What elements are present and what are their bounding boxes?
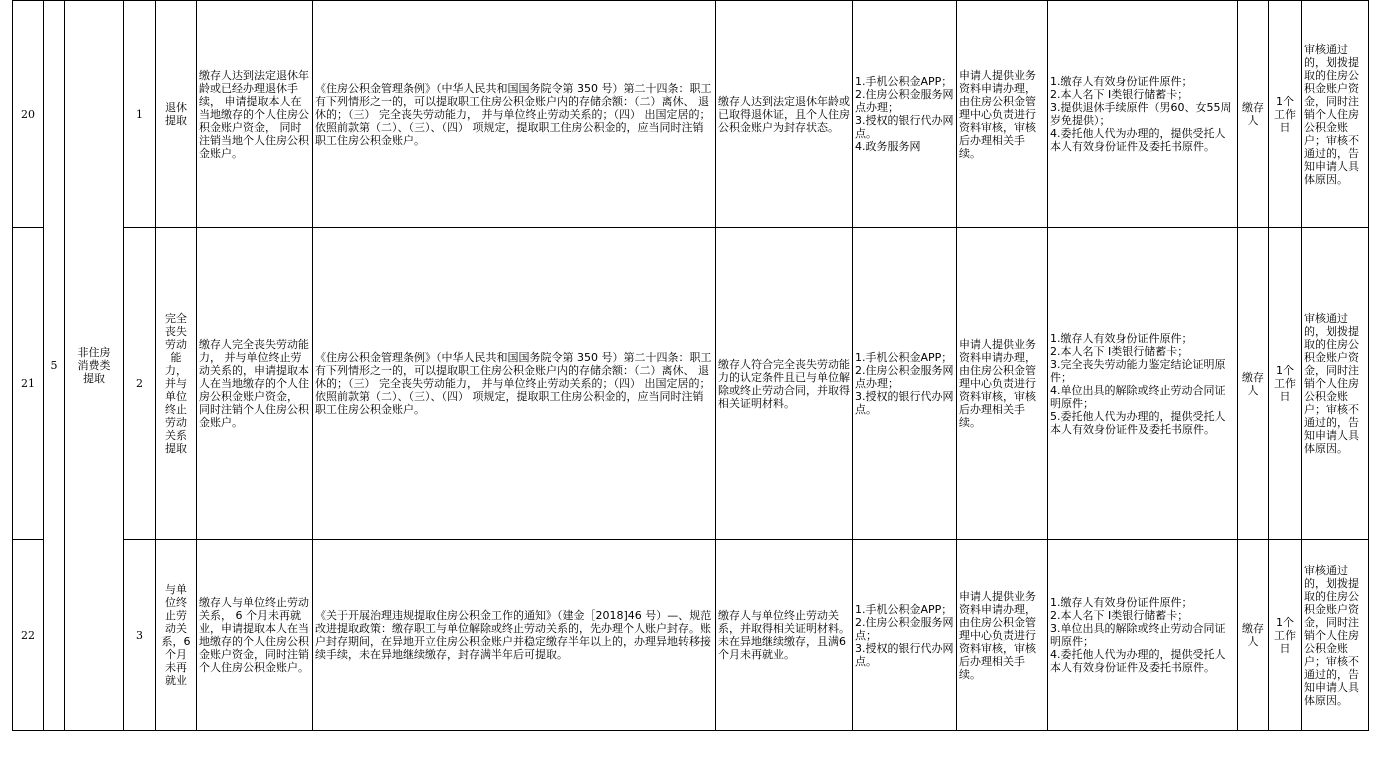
time-limit: 1个 工作 日	[1269, 540, 1302, 731]
category-name: 非住房 消费类 提取	[65, 1, 124, 731]
channels	[853, 1, 957, 228]
process: 申请人提供业务资料申请办理，由住房公积金管理中心负责进行资料审核，审核后办理相关手续。	[957, 228, 1048, 540]
time-limit: 1个 工作 日	[1269, 1, 1302, 228]
sub-number: 3	[124, 540, 156, 731]
materials	[1048, 1, 1238, 228]
sub-number: 1	[124, 1, 156, 228]
item-name: 退休 提取	[156, 1, 197, 228]
material-item: 1.缴存人有效身份证件原件；	[1050, 75, 1193, 88]
result: 审核通过的，划拨提取的住房公积金账户资金，同时注销个人住房公积金账户；审核不通过的，告知申请人具体原因。	[1302, 1, 1369, 228]
process: 申请人提供业务资料申请办理，由住房公积金管理中心负责进行资料审核，审核后办理相关手续。	[957, 540, 1048, 731]
material-item: 1.缴存人有效身份证件原件；	[1050, 596, 1193, 609]
material-item: 3.完全丧失劳动能力鉴定结论证明原件；	[1050, 357, 1226, 384]
channel-item: 2.住房公积金服务网点办理；	[855, 364, 954, 390]
material-item: 1.缴存人有效身份证件原件；	[1050, 331, 1193, 345]
result: 审核通过的，划拨提取的住房公积金账户资金，同时注销个人住房公积金账户；审核不通过的，告知申请人具体原因。	[1302, 228, 1369, 540]
time-limit: 1个 工作 日	[1269, 228, 1302, 540]
legal-basis: 《关于开展治理违规提取住房公积金工作的通知》（建金［2018]46 号）—、规范改进提取政策：缴存职工与单位解除或终止劳动关系的，先办理个人账户封存。账户封存期间，在异地开立住房公积金账户并稳定缴存半年以上的，办理异地转移接续手续，未在异地继续缴存，封存满半年后可提取。	[313, 540, 716, 731]
channel-item: 3.授权的银行代办网点。	[855, 641, 954, 668]
table-row	[13, 1, 1369, 228]
table-row	[13, 228, 1369, 540]
channel-item: 3.授权的银行代办网点。	[855, 114, 954, 140]
channel-item: 1.手机公积金APP；	[855, 75, 953, 88]
material-item: 2.本人名下 I类银行储蓄卡；	[1050, 344, 1189, 358]
material-item: 4.委托他人代为办理的，提供受托人本人有效身份证件及委托书原件。	[1050, 127, 1226, 153]
item-description: 缴存人达到法定退休年龄或已经办理退休手续， 申请提取本人在当地缴存的个人住房公积金账户资金， 同时注销当地个人住房公积金账户。	[197, 1, 313, 228]
applicant: 缴存人	[1238, 1, 1269, 228]
channel-item: 1.手机公积金APP；	[855, 351, 953, 364]
material-item: 3.单位出具的解除或终止劳动合同证明原件；	[1050, 622, 1226, 648]
conditions: 缴存人与单位终止劳动关系，并取得相关证明材料。未在异地继续缴存，且满6个月未再就业。	[716, 540, 853, 731]
channels	[853, 228, 957, 540]
process: 申请人提供业务资料申请办理，由住房公积金管理中心负责进行资料审核，审核后办理相关手续。	[957, 1, 1048, 228]
materials	[1048, 228, 1238, 540]
legal-basis: 《住房公积金管理条例》（中华人民共和国国务院令第 350 号）第二十四条：职工有下列情形之一的，可以提取职工住房公积金账户内的存储余额：（二）离休、 退休的；（三） 完全丧失劳动能力， 并与单位终止劳动关系的；（四） 出国定居的； 依照前款第（二）、（三）、（四） 项规定，提取职工住房公积金的，应当同时注销职工住房公积金账户。	[313, 228, 716, 540]
channel-item: 1.手机公积金APP；	[855, 602, 953, 616]
legal-basis: 《住房公积金管理条例》（中华人民共和国国务院令第 350 号）第二十四条：职工有下列情形之一的，可以提取职工住房公积金账户内的存储余额：（二）离休、 退休的；（三） 完全丧失劳动能力， 并与单位终止劳动关系的；（四） 出国定居的； 依照前款第（二）、（三）、（四） 项规定，提取职工住房公积金的，应当同时注销职工住房公积金账户。	[313, 1, 716, 228]
row-seq: 21	[13, 228, 44, 540]
item-name: 与单 位终 止劳 动关 系，6 个月 未再 就业	[156, 540, 197, 731]
category-number: 5	[44, 1, 65, 731]
material-item: 2.本人名下 I类银行储蓄卡；	[1050, 609, 1189, 622]
result: 审核通过的，划拨提取的住房公积金账户资金，同时注销个人住房公积金账户；审核不通过的，告知申请人具体原因。	[1302, 540, 1369, 731]
item-description: 缴存人与单位终止劳动关系， 6 个月未再就业，申请提取本人在当地缴存的个人住房公积金账户资金，同时注销个人住房公积金账户。	[197, 540, 313, 731]
material-item: 3.提供退休手续原件（男60、女55周岁免提供）；	[1050, 101, 1232, 127]
conditions: 缴存人符合完全丧失劳动能力的认定条件且已与单位解除或终止劳动合同，并取得相关证明材料。	[716, 228, 853, 540]
material-item: 2.本人名下 I类银行储蓄卡；	[1050, 88, 1189, 101]
item-name: 完全 丧失 劳动 能 力， 并与 单位 终止 劳动 关系 提取	[156, 228, 197, 540]
conditions: 缴存人达到法定退休年龄或已取得退休证，且个人住房公积金账户为封存状态。	[716, 1, 853, 228]
material-item: 5.委托他人代为办理的，提供受托人本人有效身份证件及委托书原件。	[1050, 409, 1226, 436]
applicant: 缴存人	[1238, 540, 1269, 731]
channel-item: 2.住房公积金服务网点；	[855, 615, 954, 642]
service-table	[12, 0, 1369, 731]
row-seq: 22	[13, 540, 44, 731]
material-item: 4.单位出具的解除或终止劳动合同证明原件；	[1050, 383, 1226, 410]
channel-item: 4.政务服务网	[855, 140, 921, 153]
item-description: 缴存人完全丧失劳动能力， 并与单位终止劳动关系的，申请提取本人在当地缴存的个人住房公积金账户资金， 同时注销个人住房公积金账户。	[197, 228, 313, 540]
materials	[1048, 540, 1238, 731]
sub-number: 2	[124, 228, 156, 540]
material-item: 4.委托他人代为办理的，提供受托人本人有效身份证件及委托书原件。	[1050, 648, 1226, 674]
applicant: 缴存 人	[1238, 228, 1269, 540]
channels	[853, 540, 957, 731]
table-row	[13, 540, 1369, 731]
row-seq: 20	[13, 1, 44, 228]
channel-item: 2.住房公积金服务网点办理；	[855, 88, 954, 114]
channel-item: 3.授权的银行代办网点。	[855, 390, 954, 416]
